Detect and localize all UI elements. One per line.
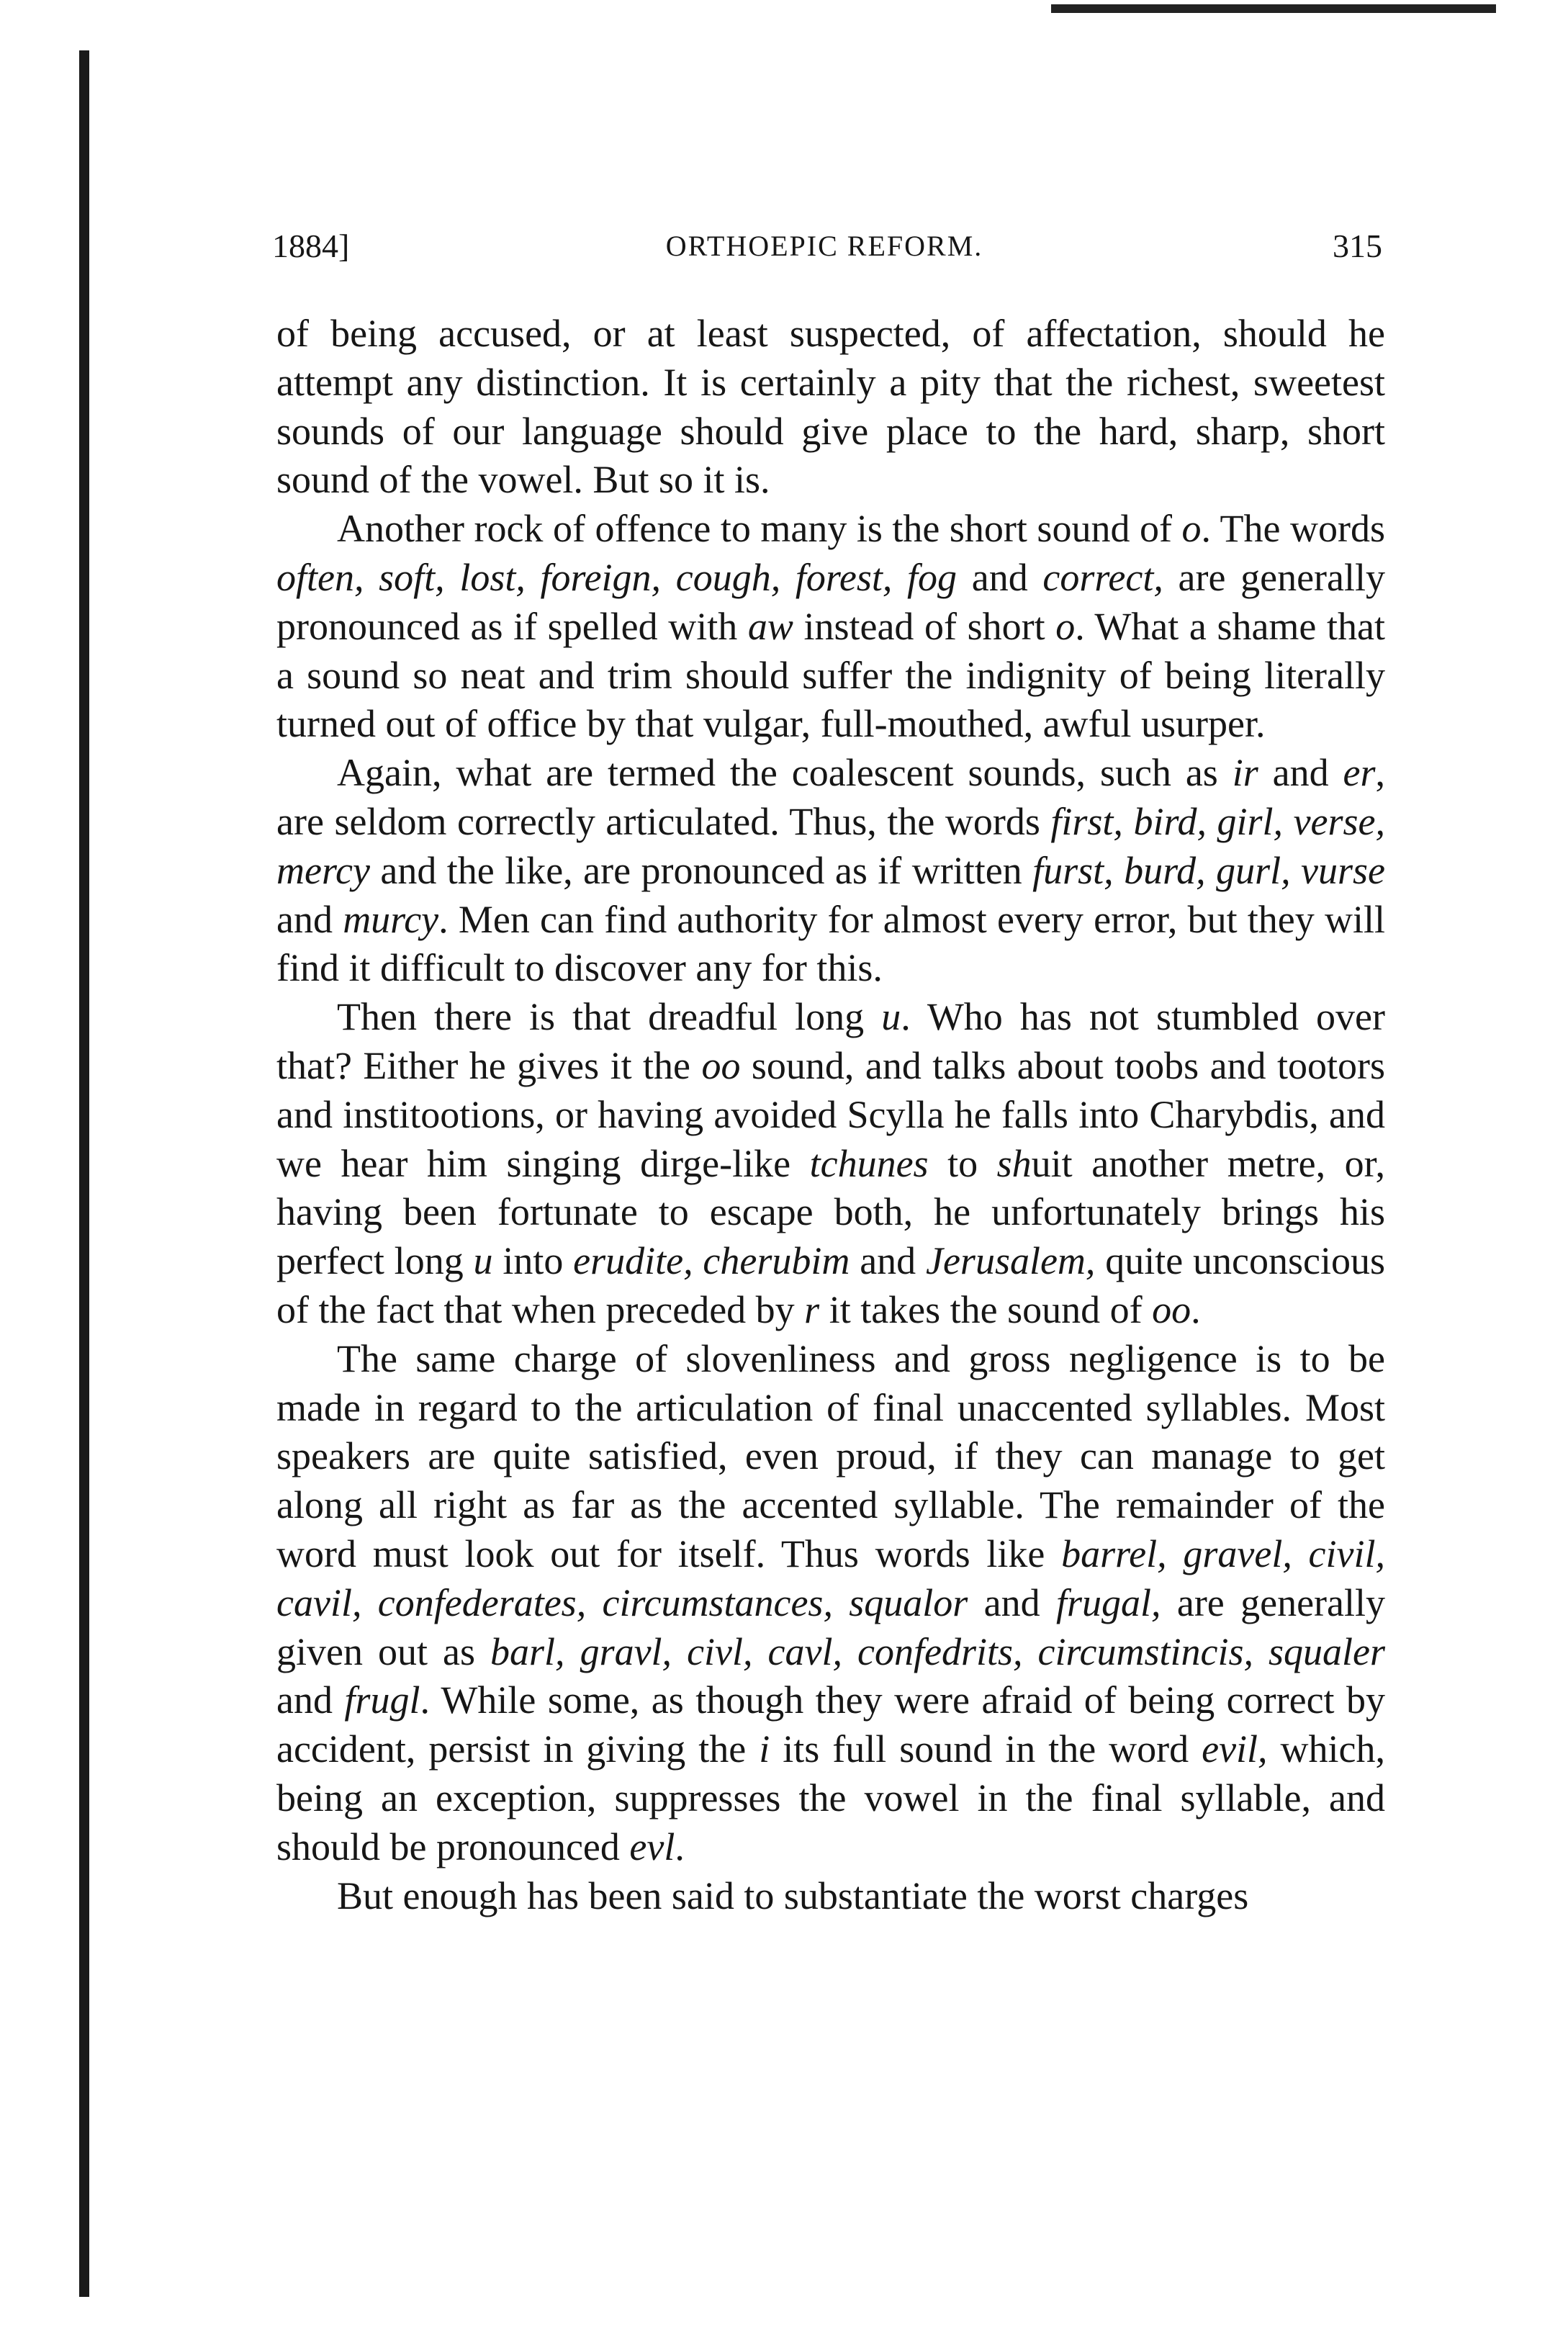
italic-word: sh (996, 1141, 1032, 1185)
text-run: and (968, 1580, 1056, 1624)
text-run: Again, what are termed the coalescent sounds, such as (337, 751, 1233, 795)
italic-word: furst, burd, gurl, vurse (1032, 848, 1385, 892)
italic-word: barrel, gravel, civil, cavil, confederates, circumstances, squalor (276, 1531, 1386, 1624)
italic-word: frugal, (1055, 1580, 1161, 1624)
text-run: into (492, 1239, 574, 1283)
text-run: and (276, 897, 343, 941)
italic-word: i (759, 1727, 770, 1771)
text-run: quite unconscious of the fact that when preceded by (276, 1239, 1386, 1331)
text-run: are generally given out as (276, 1580, 1386, 1673)
text-run: and the like, are pronounced as if written (369, 848, 1033, 892)
text-run: of being accused, or at least suspected, of affectation, should he attempt any distinction. It is certainly a pity that the richest, sweetest sounds of our language should give place to the hard, sharp, short sound of the vowel. But so it is. (276, 312, 1385, 502)
italic-word: correct, (1042, 555, 1163, 599)
italic-word: evl (629, 1825, 675, 1868)
italic-word: u (881, 995, 901, 1039)
page-number: 315 (1333, 228, 1382, 264)
italic-word: first, bird, girl, verse, mercy (276, 799, 1385, 892)
text-run: and (276, 1678, 345, 1722)
paragraph (276, 993, 1385, 1335)
text-run: . While some, as though they were afraid of being correct by accident, persist in giving the (276, 1678, 1385, 1771)
italic-word: murcy (343, 897, 439, 941)
text-run: and (1258, 751, 1343, 795)
italic-word: o (1055, 604, 1076, 648)
text-run: . The words (1201, 507, 1385, 551)
italic-word: aw (747, 604, 793, 648)
italic-word: r (804, 1287, 820, 1331)
left-margin-rule (79, 50, 89, 2297)
italic-word: oo (701, 1043, 741, 1087)
text-run: . What a shame that a sound so neat and trim should suffer the indignity of being literally turned out of office by that vulgar, full-mouthed, awful usurper. (276, 604, 1385, 746)
italic-word: erudite, cherubim (573, 1239, 850, 1283)
text-run: The same charge of slovenliness and gross negligence is to be made in regard to the articulation of final unaccented syllables. Most speakers are quite satisfied, even proud, if they can manage to get along all right as far as the accented syllable. The remainder of the word must look out for itself. Thus words like (276, 1336, 1385, 1575)
italic-word: barl, gravl, civl, cavl, confedrits, circumstincis, squaler (490, 1629, 1385, 1673)
text-run: . (1191, 1287, 1201, 1331)
italic-word: o (1181, 507, 1202, 551)
italic-word: evil, (1202, 1727, 1268, 1771)
text-run: . (675, 1825, 685, 1868)
running-title: ORTHOEPIC REFORM. (665, 230, 983, 262)
header-year: 1884] (272, 228, 350, 264)
italic-word: ir (1232, 751, 1258, 795)
text-run: and (957, 555, 1043, 599)
body-text (276, 310, 1385, 1920)
paragraph (276, 310, 1385, 505)
text-run: , are seldom correctly articulated. Thus, the words (276, 751, 1386, 843)
text-run: Then there is that dreadful long (337, 995, 882, 1039)
paragraph (276, 1335, 1385, 1872)
running-header (266, 225, 1382, 268)
text-run: . Men can find authority for almost every error, but they will find it difficult to discover any for this. (276, 897, 1386, 990)
italic-word: er (1343, 751, 1376, 795)
italic-word: often, soft, lost, foreign, cough, forest, fog (276, 555, 958, 599)
text-run: which, being an exception, suppresses the vowel in the final syllable, and should be pronounced (276, 1727, 1386, 1868)
text-run: uit another metre, or, having been fortunate to escape both, he unfortunately brings his perfect long (276, 1141, 1385, 1283)
italic-word: oo (1152, 1287, 1191, 1331)
text-run: to (928, 1141, 997, 1185)
paragraph (276, 749, 1385, 993)
text-run: sound, and talks about toobs and tootors and institootions, or having avoided Scylla he falls into Charybdis, and we hear him singing dirge-like (276, 1043, 1385, 1185)
text-run: . Who has not stumbled over that? Either he gives it the (276, 995, 1385, 1087)
text-run: it takes the sound of (819, 1287, 1153, 1331)
text-run: its full sound in the word (770, 1727, 1202, 1771)
text-run: and (850, 1239, 926, 1283)
italic-word: frugl (344, 1678, 420, 1722)
top-rule (1051, 4, 1496, 13)
italic-word: tchunes (809, 1141, 929, 1185)
paragraph (276, 505, 1385, 749)
italic-word: u (473, 1239, 493, 1283)
text-run: instead of short (793, 604, 1056, 648)
text-run: are generally pronounced as if spelled with (276, 555, 1386, 648)
italic-word: Jerusalem, (926, 1239, 1096, 1283)
text-run: Another rock of offence to many is the short sound of (337, 507, 1182, 551)
paragraph (276, 1872, 1385, 1921)
text-run: But enough has been said to substantiate the worst charges (337, 1874, 1249, 1917)
